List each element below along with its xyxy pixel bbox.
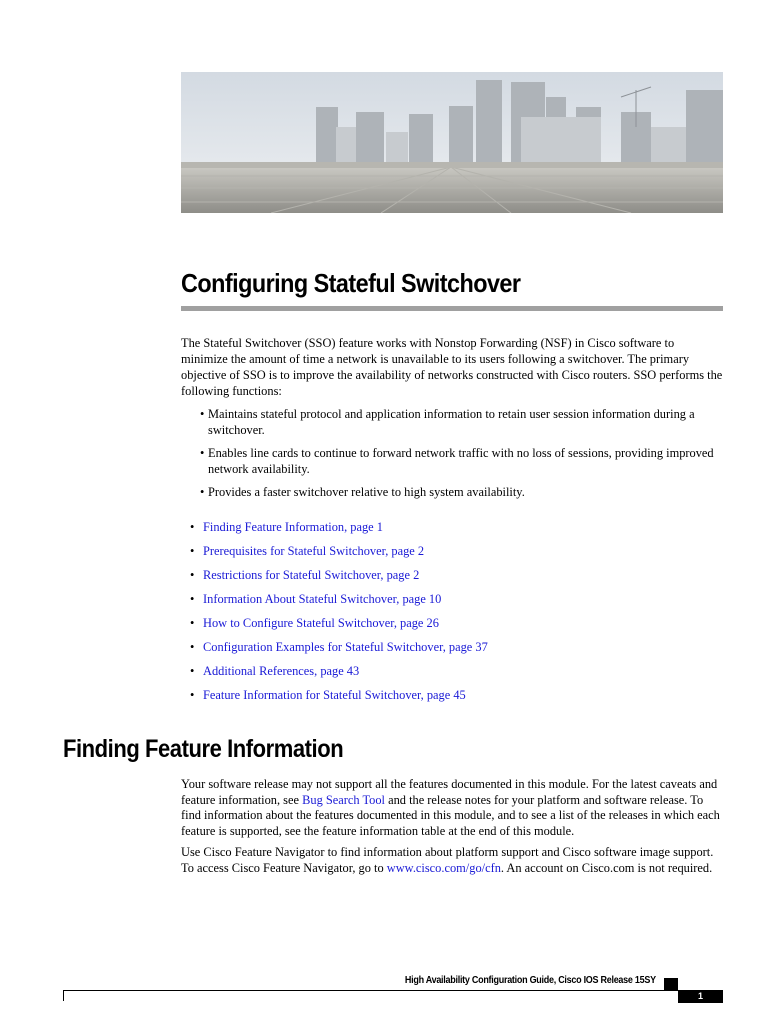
paragraph-text: and the release notes for your platform and software release. To find information about the features documented in this module, and to see a list of the releases in which each feature is supported, see the feature information table at the end of this module. <box>181 792 720 838</box>
header-city-skyline-image <box>181 72 723 213</box>
section-paragraph-1 <box>181 777 723 839</box>
feature-navigator-link[interactable]: www.cisco.com/go/cfn <box>386 860 501 875</box>
skyline-illustration <box>181 72 723 213</box>
toc-link-prerequisites[interactable]: Prerequisites for Stateful Switchover, page 2 <box>203 544 425 558</box>
section-paragraph-2 <box>181 845 723 876</box>
toc-item <box>190 567 488 591</box>
page-number: 1 <box>678 990 723 1003</box>
footer-tick <box>63 990 64 1001</box>
footer-guide-title: High Availability Configuration Guide, Cisco IOS Release 15SY <box>405 975 656 986</box>
section-heading: Finding Feature Information <box>63 735 344 763</box>
toc-item <box>190 519 488 543</box>
footer-rule <box>63 990 678 991</box>
toc-item <box>190 543 488 567</box>
toc-item <box>190 591 488 615</box>
function-item: • Provides a faster switchover relative to high system availability. <box>200 484 720 500</box>
function-item: • Maintains stateful protocol and application information to retain user session information during a switchover. <box>200 406 720 438</box>
function-item: • Enables line cards to continue to forward network traffic with no loss of sessions, providing improved network availability. <box>200 445 720 477</box>
toc-link-configuration-examples[interactable]: Configuration Examples for Stateful Switchover, page 37 <box>203 640 488 654</box>
toc-link-additional-references[interactable]: Additional References, page 43 <box>203 664 360 678</box>
paragraph-text: . An account on Cisco.com is not required. <box>500 860 713 875</box>
toc-link-finding-feature-information[interactable]: Finding Feature Information, page 1 <box>203 520 383 534</box>
footer-marker <box>664 978 678 990</box>
intro-paragraph: The Stateful Switchover (SSO) feature works with Nonstop Forwarding (NSF) in Cisco software to minimize the amount of time a network is unavailable to its users following a switchover. The primary objective of SSO is to improve the availability of networks constructed with Cisco routers. SSO performs the following functions: <box>181 336 723 398</box>
title-rule <box>181 306 723 311</box>
toc-item <box>190 687 488 711</box>
paragraph-text: Use Cisco Feature Navigator to find information about platform support and Cisco software image support. To access Cisco Feature Navigator, go to <box>181 845 714 875</box>
toc-link-how-to-configure[interactable]: How to Configure Stateful Switchover, page 26 <box>203 616 439 630</box>
toc-link-feature-information[interactable]: Feature Information for Stateful Switchover, page 45 <box>203 688 466 702</box>
toc-item <box>190 615 488 639</box>
toc-item <box>190 639 488 663</box>
table-of-contents <box>190 519 488 711</box>
paragraph-text: Your software release may not support all the features documented in this module. For the latest caveats and feature information, see <box>181 777 718 807</box>
function-list <box>200 406 720 507</box>
bug-search-tool-link[interactable]: Bug Search Tool <box>302 792 385 807</box>
page-title: Configuring Stateful Switchover <box>181 268 521 298</box>
toc-link-information-about[interactable]: Information About Stateful Switchover, page 10 <box>203 592 442 606</box>
toc-item <box>190 663 488 687</box>
toc-link-restrictions[interactable]: Restrictions for Stateful Switchover, page 2 <box>203 568 420 582</box>
